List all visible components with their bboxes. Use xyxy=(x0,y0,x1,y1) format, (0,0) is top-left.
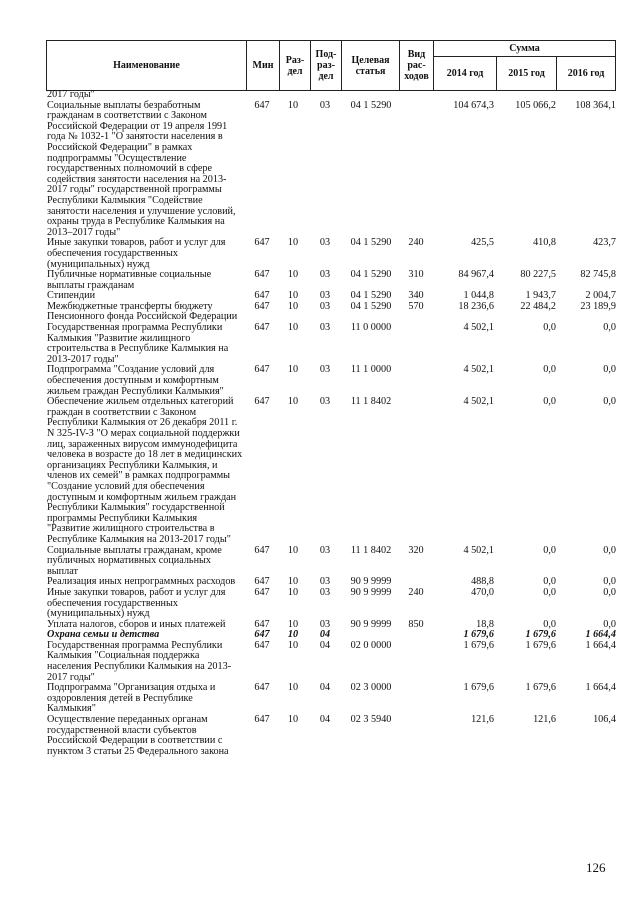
cell-tselevaya-statya: 02 0 0000 xyxy=(350,639,392,651)
cell-2014: 18,8 xyxy=(476,618,494,630)
table-row xyxy=(46,641,616,683)
cell-2014: 84 967,4 xyxy=(458,269,494,281)
table-row xyxy=(46,238,616,270)
header-min: Мин xyxy=(246,41,279,90)
cell-2016: 423,7 xyxy=(593,237,616,249)
cell-2014: 4 502,1 xyxy=(463,544,494,556)
table-row xyxy=(46,302,616,323)
cell-min: 647 xyxy=(254,586,270,598)
cell-min: 647 xyxy=(254,682,270,694)
cell-tselevaya-statya: 90 9 9999 xyxy=(350,586,392,598)
cell-name: Осуществление переданных органам государственной власти субъектов Российской Федерации в соответствии с пунктом 3 статьи 25 Федерального закона xyxy=(47,714,229,757)
cell-podrazdel: 03 xyxy=(319,269,331,281)
cell-2014: 4 502,1 xyxy=(463,396,494,408)
cell-name: Социальные выплаты гражданам, кроме публичных нормативных социальных выплат xyxy=(47,544,222,577)
cell-tselevaya-statya: 04 1 5290 xyxy=(350,300,392,312)
table-row xyxy=(46,101,616,239)
cell-name: Государственная программа Республики Калмыкия "Развитие жилищного строительства в Республике Калмыкия на 2013-2017 годы" xyxy=(47,322,229,365)
cell-vid-raskhodov: 240 xyxy=(408,586,424,598)
cell-2016: 0,0 xyxy=(603,364,616,376)
cell-2015: 1 679,6 xyxy=(525,629,556,641)
cell-razdel: 10 xyxy=(287,714,299,726)
header-name: Наименование xyxy=(46,41,246,90)
cell-2014: 18 236,6 xyxy=(458,300,494,312)
table-row xyxy=(46,715,616,757)
cell-min: 647 xyxy=(254,639,270,651)
cell-vid-raskhodov: 570 xyxy=(408,300,424,312)
cell-vid-raskhodov: 320 xyxy=(408,544,424,556)
cell-2014: 488,8 xyxy=(471,576,494,588)
cell-2015: 0,0 xyxy=(543,322,556,334)
cell-podrazdel: 03 xyxy=(319,586,331,598)
cell-2016: 0,0 xyxy=(603,322,616,334)
cell-2015: 410,8 xyxy=(533,237,556,249)
cell-2015: 0,0 xyxy=(543,618,556,630)
cell-2014: 4 502,1 xyxy=(463,322,494,334)
cell-2014: 470,0 xyxy=(471,586,494,598)
cell-tselevaya-statya: 11 1 0000 xyxy=(350,364,392,376)
cell-podrazdel: 03 xyxy=(319,322,331,334)
cell-podrazdel: 04 xyxy=(319,629,331,641)
cell-min: 647 xyxy=(254,269,270,281)
cell-tselevaya-statya: 04 1 5290 xyxy=(350,237,392,249)
cell-name: 2017 годы" xyxy=(47,89,95,100)
cell-name: Иные закупки товаров, работ и услуг для обеспечения государственных (муниципальных) нужд xyxy=(47,586,226,620)
cell-tselevaya-statya: 11 0 0000 xyxy=(350,322,392,334)
cell-2016: 1 664,4 xyxy=(585,682,616,694)
cell-razdel: 10 xyxy=(287,364,299,376)
table-row xyxy=(46,683,616,715)
cell-2014: 1 679,6 xyxy=(463,639,494,651)
cell-2015: 0,0 xyxy=(543,544,556,556)
cell-name: Охрана семьи и детства xyxy=(47,629,160,641)
cell-podrazdel: 03 xyxy=(319,396,331,408)
cell-name: Обеспечение жильем отдельных категорий граждан в соответствии с Законом Республики Калмыкия от 26 декабря 2011 г. N 325-IV-З "О мерах социальной поддержки лиц, зараженных вирусом иммунодефицита человека в возрасте до 18 лет в медицинских организациях Республики Калмыкия, и членов их семей" в рамках подпрограммы "Создание условий для обеспечения доступным и комфортным жильем граждан Республики Калмыкия" государственной программы Республики Калмыкия "Развитие жилищного строительства в Республике Калмыкия на 2013-2017 годы" xyxy=(47,396,243,545)
cell-2016: 82 745,8 xyxy=(580,269,616,281)
cell-razdel: 10 xyxy=(287,682,299,694)
cell-name: Уплата налогов, сборов и иных платежей xyxy=(47,618,226,630)
table-row xyxy=(46,397,616,545)
header-tselevaya: Целевая статья xyxy=(341,41,399,90)
cell-2016: 0,0 xyxy=(603,576,616,588)
table-row xyxy=(46,323,616,365)
cell-2016: 0,0 xyxy=(603,544,616,556)
cell-min: 647 xyxy=(254,99,270,111)
cell-2016: 0,0 xyxy=(603,618,616,630)
cell-2014: 1 679,6 xyxy=(463,629,494,641)
cell-podrazdel: 03 xyxy=(319,237,331,249)
cell-podrazdel: 04 xyxy=(319,714,331,726)
cell-tselevaya-statya: 90 9 9999 xyxy=(350,576,392,588)
cell-2014: 425,5 xyxy=(471,237,494,249)
cell-2014: 1 044,8 xyxy=(463,290,494,302)
header-2016: 2016 год xyxy=(556,57,616,90)
cell-razdel: 10 xyxy=(287,99,299,111)
cell-min: 647 xyxy=(254,364,270,376)
cell-vid-raskhodov: 340 xyxy=(408,290,424,302)
cell-razdel: 10 xyxy=(287,290,299,302)
cell-2015: 105 066,2 xyxy=(515,99,556,111)
cell-min: 647 xyxy=(254,714,270,726)
table-row xyxy=(46,270,616,291)
cell-name: Реализация иных непрограммных расходов xyxy=(47,576,236,588)
cell-name: Социальные выплаты безработным гражданам в соответствии с Законом Российской Федерации от 19 апреля 1991 года № 1032-1 "О занятости населения в Российской Федерации" в рамках подпрограммы "Осуществление государственных полномочий в сфере содействия занятости населения на 2013- 2017 годы" государственной программы Республики Калмыкия "Содействие занятости населения и улучшение условий, охраны труда в Республике Калмыкия на 2013–2017 годы" xyxy=(47,99,236,238)
cell-min: 647 xyxy=(254,576,270,588)
header-podrazdel: Под- раз- дел xyxy=(310,41,341,90)
header-2014: 2014 год xyxy=(433,57,496,90)
cell-name: Подпрограмма "Организация отдыха и оздоровления детей в Республике Калмыкия" xyxy=(47,682,216,715)
cell-tselevaya-statya: 11 1 8402 xyxy=(350,396,392,408)
cell-2014: 4 502,1 xyxy=(463,364,494,376)
cell-tselevaya-statya: 11 1 8402 xyxy=(350,544,392,556)
cell-razdel: 10 xyxy=(287,396,299,408)
cell-razdel: 10 xyxy=(287,322,299,334)
cell-2016: 2 004,7 xyxy=(585,290,616,302)
cell-2016: 108 364,1 xyxy=(575,99,616,111)
table-row xyxy=(46,546,616,578)
cell-2014: 121,6 xyxy=(471,714,494,726)
cell-podrazdel: 04 xyxy=(319,639,331,651)
cell-podrazdel: 03 xyxy=(319,300,331,312)
page-number: 126 xyxy=(586,860,606,875)
cell-min: 647 xyxy=(254,237,270,249)
cell-razdel: 10 xyxy=(287,544,299,556)
cell-2015: 1 679,6 xyxy=(525,682,556,694)
table-row xyxy=(46,365,616,397)
cell-tselevaya-statya: 04 1 5290 xyxy=(350,269,392,281)
cell-2014: 104 674,3 xyxy=(453,99,494,111)
cell-podrazdel: 03 xyxy=(319,576,331,588)
cell-vid-raskhodov: 850 xyxy=(408,618,424,630)
table-row xyxy=(46,90,616,101)
cell-2014: 1 679,6 xyxy=(463,682,494,694)
cell-podrazdel: 03 xyxy=(319,99,331,111)
cell-tselevaya-statya: 04 1 5290 xyxy=(350,99,392,111)
cell-razdel: 10 xyxy=(287,618,299,630)
cell-razdel: 10 xyxy=(287,300,299,312)
cell-podrazdel: 03 xyxy=(319,618,331,630)
cell-2015: 0,0 xyxy=(543,586,556,598)
cell-min: 647 xyxy=(254,290,270,302)
header-2015: 2015 год xyxy=(496,57,556,90)
cell-razdel: 10 xyxy=(287,269,299,281)
table-row xyxy=(46,588,616,620)
cell-name: Публичные нормативные социальные выплаты гражданам xyxy=(47,269,212,291)
table-header xyxy=(46,40,616,91)
cell-2016: 0,0 xyxy=(603,586,616,598)
cell-podrazdel: 03 xyxy=(319,544,331,556)
cell-name: Иные закупки товаров, работ и услуг для обеспечения государственных (муниципальных) нужд xyxy=(47,237,226,270)
cell-razdel: 10 xyxy=(287,629,299,641)
cell-tselevaya-statya: 02 3 0000 xyxy=(350,682,392,694)
cell-2016: 1 664,4 xyxy=(585,629,616,641)
cell-2016: 1 664,4 xyxy=(585,639,616,651)
cell-tselevaya-statya: 04 1 5290 xyxy=(350,290,392,302)
cell-name: Стипендии xyxy=(47,290,96,302)
cell-2015: 0,0 xyxy=(543,396,556,408)
cell-vid-raskhodov: 310 xyxy=(408,269,424,281)
cell-razdel: 10 xyxy=(287,586,299,598)
header-razdel: Раз- дел xyxy=(279,41,310,90)
cell-2016: 23 189,9 xyxy=(580,300,616,312)
cell-min: 647 xyxy=(254,322,270,334)
cell-podrazdel: 04 xyxy=(319,682,331,694)
cell-razdel: 10 xyxy=(287,237,299,249)
cell-2015: 121,6 xyxy=(533,714,556,726)
cell-2015: 80 227,5 xyxy=(520,269,556,281)
cell-min: 647 xyxy=(254,300,270,312)
cell-min: 647 xyxy=(254,396,270,408)
cell-2015: 0,0 xyxy=(543,576,556,588)
cell-name: Подпрограмма "Создание условий для обеспечения доступным и комфортным жильем граждан Республики Калмыкия" xyxy=(47,364,224,397)
cell-2016: 0,0 xyxy=(603,396,616,408)
cell-tselevaya-statya: 90 9 9999 xyxy=(350,618,392,630)
cell-vid-raskhodov: 240 xyxy=(408,237,424,249)
cell-name: Межбюджетные трансферты бюджету Пенсионного фонда Российской Федерации xyxy=(47,300,238,323)
cell-min: 647 xyxy=(254,618,270,630)
cell-min: 647 xyxy=(254,544,270,556)
cell-razdel: 10 xyxy=(287,639,299,651)
cell-razdel: 10 xyxy=(287,576,299,588)
cell-podrazdel: 03 xyxy=(319,290,331,302)
table-body xyxy=(46,90,616,757)
cell-2015: 22 484,2 xyxy=(520,300,556,312)
cell-name: Государственная программа Республики Калмыкия "Социальная поддержка населения Республики Калмыкия на 2013- 2017 годы" xyxy=(47,639,232,683)
cell-podrazdel: 03 xyxy=(319,364,331,376)
cell-2016: 106,4 xyxy=(593,714,616,726)
cell-2015: 1 679,6 xyxy=(525,639,556,651)
header-vid: Вид рас- ходов xyxy=(399,41,433,90)
cell-min: 647 xyxy=(254,629,270,641)
cell-2015: 1 943,7 xyxy=(525,290,556,302)
header-summa: Сумма xyxy=(433,41,616,57)
cell-tselevaya-statya: 02 3 5940 xyxy=(350,714,392,726)
cell-2015: 0,0 xyxy=(543,364,556,376)
